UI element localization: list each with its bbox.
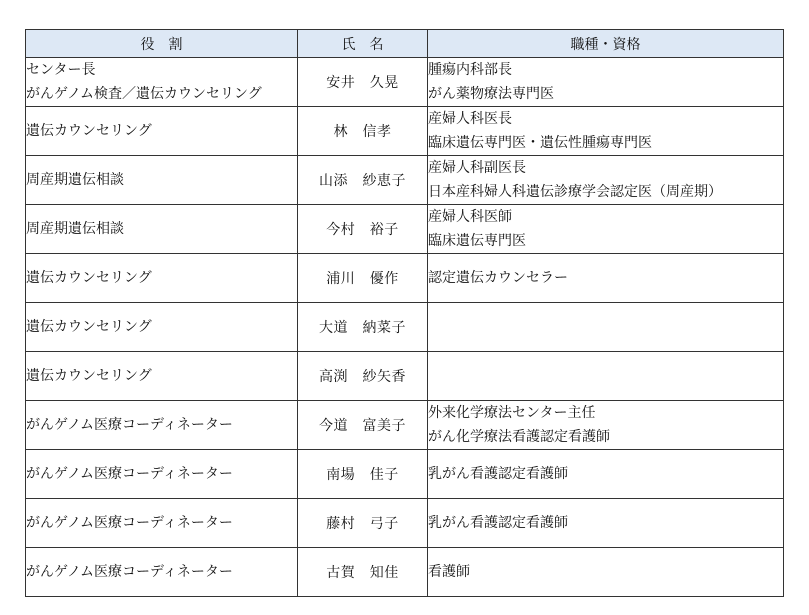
qualification-cell: [428, 254, 784, 303]
header-qualification: 職種・資格: [428, 30, 784, 58]
qualification-text: 産婦人科医長: [428, 111, 512, 127]
qualification-text: 看護師: [428, 564, 470, 580]
table-row: [26, 352, 784, 401]
qualification-cell: [428, 352, 784, 401]
role-cell: [26, 548, 298, 597]
staff-table: [25, 29, 784, 597]
table-body: [26, 58, 784, 597]
table-row: [26, 499, 784, 548]
table-row: [26, 58, 784, 107]
qualification-text: 日本産科婦人科遺伝診療学会認定医（周産期）: [428, 184, 722, 200]
table-header: [26, 30, 784, 58]
name-cell: 今村 裕子: [298, 205, 428, 254]
qualification-text: 産婦人科医師: [428, 209, 512, 225]
table-row: [26, 548, 784, 597]
role-text: がんゲノム検査／遺伝カウンセリング: [26, 86, 262, 102]
table-row: [26, 254, 784, 303]
role-cell: [26, 303, 298, 352]
qualification-text: 乳がん看護認定看護師: [428, 515, 568, 531]
role-cell: [26, 401, 298, 450]
name-cell: 山添 紗恵子: [298, 156, 428, 205]
qualification-cell: [428, 58, 784, 107]
role-text: 遺伝カウンセリング: [26, 123, 152, 139]
qualification-text: 乳がん看護認定看護師: [428, 466, 568, 482]
qualification-text: 産婦人科副医長: [428, 160, 526, 176]
header-row: [26, 30, 784, 58]
header-role: 役 割: [26, 30, 298, 58]
qualification-cell: [428, 499, 784, 548]
qualification-cell: [428, 548, 784, 597]
name-cell: 今道 富美子: [298, 401, 428, 450]
table-row: [26, 156, 784, 205]
table-row: [26, 401, 784, 450]
role-text: がんゲノム医療コーディネーター: [26, 564, 233, 580]
role-cell: [26, 450, 298, 499]
header-name: 氏 名: [298, 30, 428, 58]
role-text: 遺伝カウンセリング: [26, 270, 152, 286]
qualification-text: 認定遺伝カウンセラー: [428, 270, 568, 286]
qualification-cell: [428, 450, 784, 499]
role-cell: [26, 58, 298, 107]
qualification-cell: [428, 107, 784, 156]
role-cell: [26, 499, 298, 548]
role-cell: [26, 205, 298, 254]
role-cell: [26, 352, 298, 401]
table-row: [26, 107, 784, 156]
role-text: センター長: [26, 62, 96, 78]
table-row: [26, 303, 784, 352]
table-row: [26, 205, 784, 254]
qualification-text: がん薬物療法専門医: [428, 86, 554, 102]
name-cell: 高渕 紗矢香: [298, 352, 428, 401]
role-text: 遺伝カウンセリング: [26, 368, 152, 384]
name-cell: 南場 佳子: [298, 450, 428, 499]
role-text: がんゲノム医療コーディネーター: [26, 515, 233, 531]
role-cell: [26, 254, 298, 303]
qualification-text: 臨床遺伝専門医: [428, 233, 526, 249]
name-cell: 林 信孝: [298, 107, 428, 156]
role-cell: [26, 156, 298, 205]
name-cell: 浦川 優作: [298, 254, 428, 303]
qualification-text: 腫瘍内科部長: [428, 62, 512, 78]
role-cell: [26, 107, 298, 156]
qualification-cell: [428, 156, 784, 205]
qualification-cell: [428, 205, 784, 254]
name-cell: 古賀 知佳: [298, 548, 428, 597]
role-text: 遺伝カウンセリング: [26, 319, 152, 335]
qualification-text: 臨床遺伝専門医・遺伝性腫瘍専門医: [428, 135, 652, 151]
name-cell: 大道 納菜子: [298, 303, 428, 352]
qualification-text: 外来化学療法センター主任: [428, 405, 596, 421]
name-cell: 藤村 弓子: [298, 499, 428, 548]
table-row: [26, 450, 784, 499]
role-text: 周産期遺伝相談: [26, 221, 124, 237]
qualification-text: がん化学療法看護認定看護師: [428, 429, 610, 445]
role-text: 周産期遺伝相談: [26, 172, 124, 188]
qualification-cell: [428, 303, 784, 352]
role-text: がんゲノム医療コーディネーター: [26, 417, 233, 433]
qualification-cell: [428, 401, 784, 450]
role-text: がんゲノム医療コーディネーター: [26, 466, 233, 482]
name-cell: 安井 久晃: [298, 58, 428, 107]
